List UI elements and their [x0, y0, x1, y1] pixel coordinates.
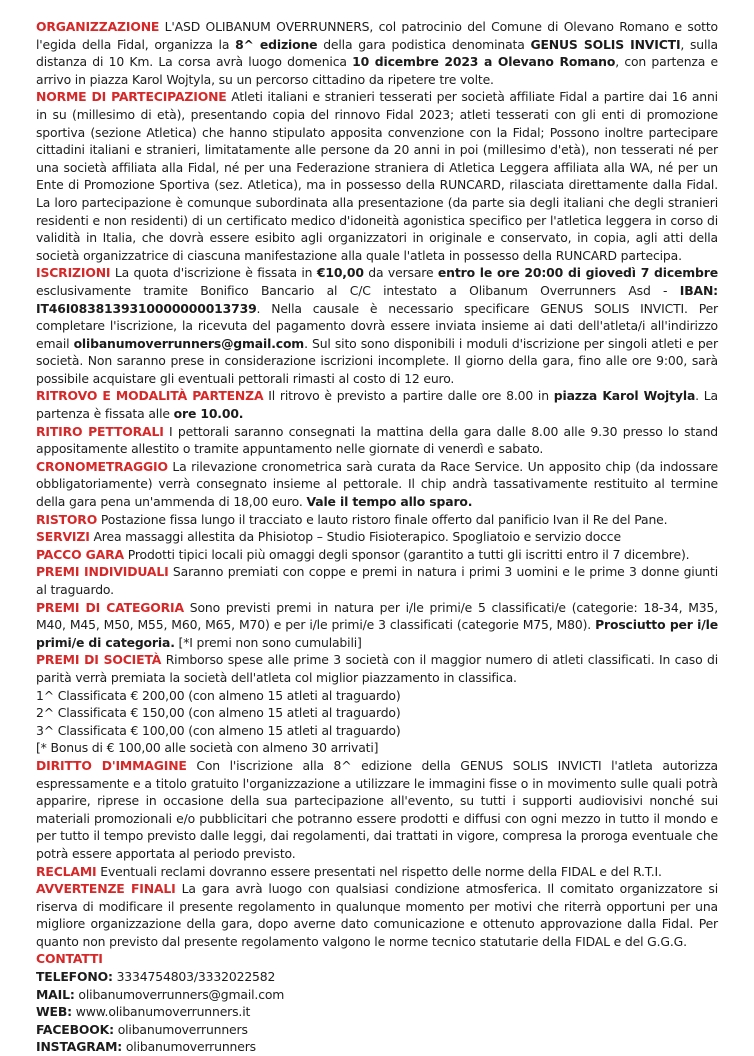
heading-contatti: CONTATTI: [36, 951, 103, 967]
text: , con partenza e arrivo in piazza Karol Wojtyla, su un percorso cittadino da ripetere tre volte.: [36, 54, 718, 87]
regulation-document: [36, 18, 718, 1056]
text: Eventuali reclami dovranno essere presentati nel rispetto delle norme della FIDAL e del R.T.I.: [96, 863, 662, 879]
heading-norme: NORME DI PARTECIPAZIONE: [36, 89, 227, 105]
section-norme: [36, 88, 718, 264]
bold-text: Vale il tempo allo sparo.: [306, 494, 473, 510]
text: La rilevazione cronometrica sarà curata da Race Service. Un apposito chip (da indossare obbligatoriamente) verrà consegnato insieme al pettorale. Il chip andrà tassativamente restituito al termine della gara pena un'ammenda di 18,00 euro.: [36, 458, 718, 510]
text: Sono previsti premi in natura per i/le primi/e 5 classificati/e (categorie: 18-34, M35, M40, M45, M50, M55, M60, M65, M70) e per i/le primi/e 3 classificati (categorie M75, M80).: [36, 599, 718, 633]
label: WEB:: [36, 1004, 72, 1020]
heading-premi-categoria: PREMI DI CATEGORIA: [36, 599, 184, 615]
list-item: 2^ Classificata € 150,00 (con almeno 15 atleti al traguardo): [36, 705, 401, 721]
section-premi-individuali: [36, 563, 718, 598]
bold-text: ore 10.00.: [173, 406, 244, 422]
mail-value[interactable]: olibanumoverrunners@gmail.com: [74, 986, 285, 1002]
web-value[interactable]: www.olibanumoverrunners.it: [71, 1004, 251, 1020]
section-ritiro: [36, 423, 718, 458]
text: esclusivamente tramite Bonifico Bancario al C/C intestato a Olibanum Overrunners Asd -: [36, 282, 680, 298]
heading-servizi: SERVIZI: [36, 529, 90, 545]
text: I pettorali saranno consegnati la mattina della gara dalle 8.00 alle 9.30 presso lo stand appositamente allestito o tramite appuntamento nelle giornate di venerdì e sabato.: [36, 423, 718, 457]
contact-telefono: [36, 968, 718, 986]
heading-reclami: RECLAMI: [36, 863, 97, 879]
contact-facebook: [36, 1021, 718, 1039]
text: La quota d'iscrizione è fissata in: [110, 265, 317, 281]
section-crono: [36, 458, 718, 511]
phone-value[interactable]: 3334754803/3332022582: [112, 969, 276, 985]
heading-ristoro: RISTORO: [36, 511, 98, 527]
contact-instagram: [36, 1038, 718, 1056]
section-organizzazione: [36, 18, 718, 88]
list-item: [* Bonus di € 100,00 alle società con almeno 30 arrivati]: [36, 740, 379, 756]
section-servizi: [36, 528, 718, 546]
section-ritrovo: [36, 387, 718, 422]
heading-pacco: PACCO GARA: [36, 546, 124, 562]
text: La gara avrà luogo con qualsiasi condizione atmosferica. Il comitato organizzatore si riserva di modificare il presente regolamento in qualunque momento per motivi che riterrà opportuni per una migliore organizzazione della gara, dopo averne dato comunicazione e ottenuto approvazione dalla Fidal. Per quanto non previsto dal presente regolamento valgono le norme tecnico statutarie della FIDAL e del G.G.G.: [36, 881, 719, 949]
text: . La partenza è fissata alle: [36, 388, 718, 422]
contacts-section: [36, 950, 718, 1056]
iban: IBAN: IT46I0838139310000000013739: [36, 282, 718, 316]
bold-text: piazza Karol Wojtyla: [553, 388, 696, 404]
text: Rimborso spese alle prime 3 società con il maggior numero di atleti classificati. In caso di parità verrà premiata la società dell'atleta col miglior piazzamento in classifica.: [36, 652, 718, 685]
heading-premi-individuali: PREMI INDIVIDUALI: [36, 564, 169, 580]
text: Con l'iscrizione alla 8^ edizione della GENUS SOLIS INVICTI l'atleta autorizza espressamente e a titolo gratuito l'organizzazione a utilizzare le immagini fisse o in movimento sulle quali potrà apparire, riprese in occasione della sua partecipazione all'evento, su tutti i supporti audiovisivi nonché sui materiali promozionali e/o pubblicitari che potranno essere prodotti e diffusi con ogni mezzo in tutto il mondo e per tutto il tempo previsto dalle leggi, dai regolamenti, dai trattati in vigore, compresa la proroga eventuale che potrà essere apportata al periodo previsto.: [36, 757, 718, 861]
heading-ritrovo: RITROVO E MODALITÀ PARTENZA: [36, 388, 264, 404]
section-iscrizioni: [36, 264, 718, 387]
text: Postazione fissa lungo il tracciato e lauto ristoro finale offerto dal panificio Ivan il Re del Pane.: [97, 511, 668, 527]
label: TELEFONO:: [36, 969, 113, 985]
contact-mail: [36, 986, 718, 1004]
heading-crono: CRONOMETRAGGIO: [36, 458, 168, 474]
section-reclami: [36, 863, 718, 881]
text: L'ASD OLIBANUM OVERRUNNERS, col patrocinio del Comune di Olevano Romano e sotto l'egida della Fidal, organizza la: [36, 19, 718, 52]
text: [*I premi non sono cumulabili]: [174, 634, 362, 650]
section-avvertenze: [36, 880, 718, 950]
text: Area massaggi allestita da Phisiotop – Studio Fisioterapico. Spogliatoio e servizio docce: [89, 529, 621, 545]
text: da versare: [363, 265, 438, 281]
section-diritto: [36, 757, 718, 863]
label: FACEBOOK:: [36, 1021, 114, 1037]
text: Atleti italiani e stranieri tesserati per società affiliate Fidal a partire dai 16 anni in su (millesimo di età), presentando copia del rinnovo Fidal 2023; atleti tesserati con gli enti di promozione sportiva (sezione Atletica) che hanno stipulato apposita convenzione con la Fidal; Possono inoltre partecipare cittadini italiani e stranieri, limitatamente alle persone da 20 anni in poi (millesimo d'età), non tesserati né per una società affiliata alla Fidal, né per una Federazione straniera di Atletica Leggera affiliata alla WA, né per un Ente di Promozione Sportiva (sez. Atletica), ma in possesso della RUNCARD, rilasciata direttamente dalla Fidal. La loro partecipazione è comunque subordinata alla presentazione (da parte sia degli italiani che degli stranieri residenti e non residenti) di un certificato medico d'idoneità agonistica specifico per l'atletica leggera in corso di validità in Italia, che dovrà essere esibito agli organizzatori in originale e conservato, in copia, agli atti della società organizzatrice di ciascuna manifestazione alla quale l'atleta in possesso della RUNCARD partecipa.: [36, 89, 718, 263]
prize-list: [36, 687, 718, 757]
bold-text: entro le ore 20:00 di giovedì 7 dicembre: [437, 265, 718, 281]
heading-diritto: DIRITTO D'IMMAGINE: [36, 757, 187, 773]
heading-iscrizioni: ISCRIZIONI: [36, 265, 111, 281]
bold-text: 8^ edizione: [235, 36, 318, 52]
label: MAIL:: [36, 986, 75, 1002]
heading-avvertenze: AVVERTENZE FINALI: [36, 881, 176, 897]
heading-premi-societa: PREMI DI SOCIETÀ: [36, 652, 162, 668]
list-item: 1^ Classificata € 200,00 (con almeno 15 atleti al traguardo): [36, 687, 401, 703]
label: INSTAGRAM:: [36, 1039, 123, 1055]
section-premi-categoria: [36, 599, 718, 652]
text: . Sul sito sono disponibili i moduli d'iscrizione per singoli atleti e per società. Non saranno prese in considerazione iscrizioni incomplete. Il giorno della gara, fino alle ore 9:00, sarà possibile acquistare gli eventuali pettorali rimasti al costo di 12 euro.: [36, 335, 718, 386]
bold-text: 10 dicembre 2023 a Olevano Romano: [352, 54, 616, 70]
text: , sulla distanza di 10 Km. La corsa avrà luogo domenica: [36, 36, 718, 70]
bold-text: Prosciutto per i/le primi/e di categoria.: [36, 617, 719, 650]
text: Saranno premiati con coppe e premi in natura i primi 3 uomini e le prime 3 donne giunti al traguardo.: [36, 564, 718, 597]
bold-text: GENUS SOLIS INVICTI: [530, 36, 681, 52]
facebook-value[interactable]: olibanumoverrunners: [113, 1021, 248, 1037]
list-item: 3^ Classificata € 100,00 (con almeno 15 atleti al traguardo): [36, 722, 401, 738]
email-link[interactable]: olibanumoverrunners@gmail.com: [73, 335, 305, 351]
text: Il ritrovo è previsto a partire dalle ore 8.00 in: [263, 388, 554, 404]
instagram-value[interactable]: olibanumoverrunners: [122, 1039, 256, 1055]
section-ristoro: [36, 511, 718, 529]
contact-web: [36, 1003, 718, 1021]
section-premi-societa: [36, 651, 718, 686]
text: . Nella causale è necessario specificare GENUS SOLIS INVICTI. Per completare l'iscrizione, la ricevuta del pagamento dovrà essere inviata insieme ai dati dell'atleta/i all'indirizzo email: [36, 300, 718, 351]
text: della gara podistica denominata: [317, 36, 531, 52]
heading-ritiro: RITIRO PETTORALI: [36, 423, 164, 439]
bold-text: €10,00: [316, 265, 364, 281]
section-pacco: [36, 546, 718, 564]
heading-organizzazione: ORGANIZZAZIONE: [36, 19, 160, 34]
text: Prodotti tipici locali più omaggi degli sponsor (garantito a tutti gli iscritti entro il 7 dicembre).: [123, 546, 690, 562]
